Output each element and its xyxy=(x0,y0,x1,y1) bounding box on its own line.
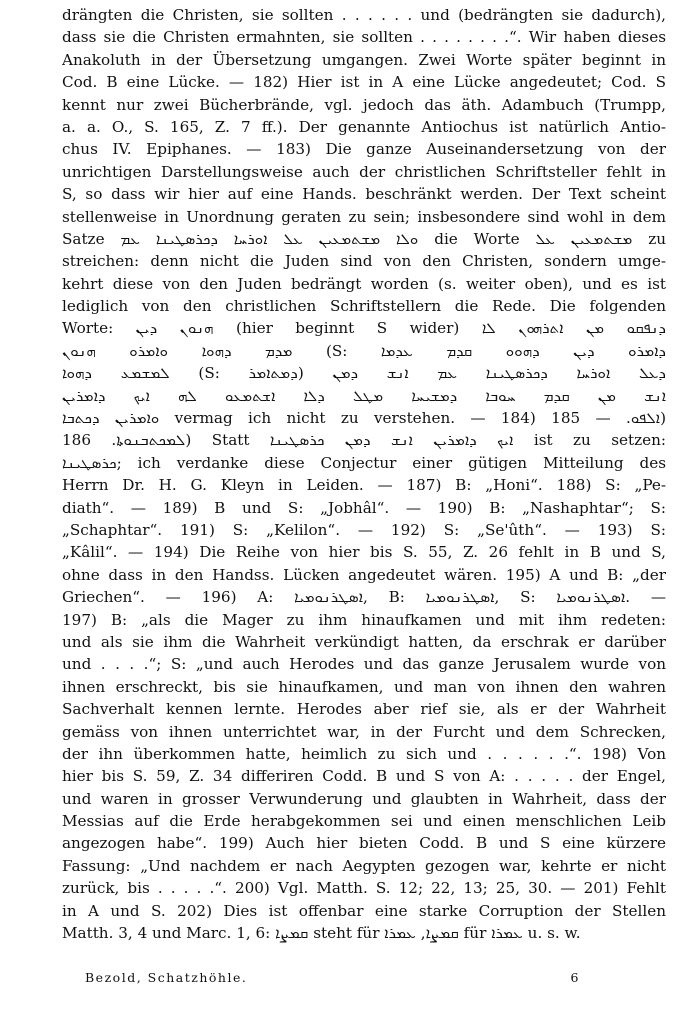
text-line: a. a. O., S. 165, Z. 7 ff.). Der genannte Antiochus ist natürlich Antio- xyxy=(62,117,666,136)
text-line: Messias auf die Erde herabgekommen sei und einen menschlichen Leib xyxy=(62,812,666,831)
text-line: ܠܡܫܡܥ ܕܗܘܐ (S: ܕܡܬܐܡܪ) ܕܥܠ ܐܘܪܚܐ ܕܟܪܣܛܝܢܐ ܥܡ ܐܢܫ ܕܡܢ xyxy=(62,364,666,383)
text-line: diath“. — 189) B und S: „Jobhâl“. — 190) B: „Nashaphtar“; S: xyxy=(62,498,666,517)
text-line: Worte: ܗܢܘܢ ܕܝܢ (hier beginnt S wider) ܕܢܦܩܘ ܡܢ ܐܬܪܗܘܢ ܠܐ xyxy=(62,319,666,338)
footnotes-text xyxy=(62,4,666,944)
text-line: stellenweise in Unordnung geraten zu sein; insbesondere sind wohl in dem xyxy=(62,207,666,226)
text-line: der ihn überkommen hatte, heimlich zu sich und . . . . . .“. 198) Von xyxy=(62,744,666,763)
text-line: gemäss von ihnen unterrichtet war, in der Furcht und dem Schrecken, xyxy=(62,722,666,741)
text-line: „Kâlil“. — 194) Die Reihe von hier bis S. 55, Z. 26 fehlt in B und S, xyxy=(62,543,666,562)
text-line: ܟܪܣܛܝܢܐ; ich verdanke diese Conjectur einer gütigen Mitteilung des xyxy=(62,453,666,472)
text-line: Fassung: „Und nachdem er nach Aegypten gezogen war, kehrte er nicht xyxy=(62,856,666,875)
text-line: Satze ܘܠܐ ܡܫܬܡܥܝܢ ܥܠ ܐܘܪܚܐ ܕܟܪܣܛܝܢܐ ܥܡ die Worte ܡܫܬܡܥܝܢ ܥܠ zu xyxy=(62,229,666,248)
text-line: Anakoluth in der Übersetzung umgangen. Zwei Worte später beginnt in xyxy=(62,50,666,69)
text-line: und . . . .“; S: „und auch Herodes und das ganze Jerusalem wurde von xyxy=(62,655,666,674)
text-line: drängten die Christen, sie sollten . . . . . . und (bedrängten sie dadurch), xyxy=(62,6,666,24)
text-line: Matth. 3, 4 und Marc. 1, 6: ܩܡܨܐ steht für ܩܡܨܐ, ܥܡܪܐ für ܥܡܪܐ u. s. w. xyxy=(62,924,581,943)
text-line: ohne dass in den Handss. Lücken angedeutet wären. 195) A und B: „der xyxy=(62,565,666,584)
text-line: angezogen habe“. 199) Auch hier bieten Codd. B und S eine kürzere xyxy=(62,834,666,853)
text-line: S, so dass wir hier auf eine Hands. beschränkt werden. Der Text scheint xyxy=(62,185,666,204)
text-line: Griechen“. — 196) A: ܐܣܛܪܢܘܡܝܐ, B: ܐܣܛܪܢܘܡܝܐ, S: ܐܣܛܪܢܘܡܝܐ. — xyxy=(62,588,666,607)
text-line: und waren in grosser Verwunderung und glaubten in Wahrheit, dass der xyxy=(62,789,666,808)
footer-signature: Bezold, Schatzhöhle. xyxy=(85,970,248,985)
text-line: zurück, bis . . . . .“. 200) Vgl. Matth. S. 12; 22, 13; 25, 30. — 201) Fehlt xyxy=(62,879,666,898)
text-line: 197) B: „als die Mager zu ihm hinaufkamen und mit ihm redeten: xyxy=(62,610,666,629)
text-line: ܐܢܫ ܡܢ ܩܕܡ ܚܘܒܐ ܕܡܫܝܚܐ ܡܛܠ ܕܠܐ ܐܫܬܡܥܘ ܠܗ ܐܝܟ ܕܐܡܪܝܢ xyxy=(62,386,666,405)
text-line: „Schaphtar“. 191) S: „Kelilon“. — 192) S: „Se'ûth“. — 193) S: xyxy=(62,520,666,539)
page-footer xyxy=(85,970,580,985)
text-line: ܡܕܡ ܕܗܘܐ ܘܐܡܪܘ ܗܢܘܢ (S: ܕܐܡܪܘ ܕܝܢ ܕܗܘܘ ܩܕܡ ܥܕܡܐ xyxy=(62,341,666,360)
text-line: dass sie die Christen ermahnten, sie sollten . . . . . . . .“. Wir haben dieses xyxy=(62,28,666,47)
text-line: hier bis S. 59, Z. 34 differiren Codd. B und S von A: . . . . . der Engel, xyxy=(62,767,666,786)
text-line: Sachverhalt kennen lernte. Herodes aber rief sie, als er der Wahrheit xyxy=(62,700,666,719)
text-line: lediglich von den christlichen Schriftstellern die Rede. Die folgenden xyxy=(62,297,666,316)
text-line: ܘܐܡܪܝܢ ܕܟܬܒܐ vermag ich nicht zu verstehen. — 184) ܐܠܦܘ. — 185) xyxy=(62,409,666,428)
text-line: chus IV. Epiphanes. — 183) Die ganze Auseinandersetzung von der xyxy=(62,140,666,159)
text-line: Herrn Dr. H. G. Kleyn in Leiden. — 187) B: „Honi“. 188) S: „Pe- xyxy=(62,476,666,495)
text-line: ihnen erschreckt, bis sie hinaufkamen, und man von ihnen den wahren xyxy=(62,677,666,696)
text-line: kennt nur zwei Bücherbrände, vgl. jedoch das äth. Adambuch (Trumpp, xyxy=(62,95,666,114)
page-number: 6 xyxy=(570,970,580,985)
text-line: unrichtigen Darstellungsweise auch der christlichen Schriftsteller fehlt in xyxy=(62,162,666,181)
text-line: kehrt diese von den Juden bedrängt worden (s. weiter oben), und es ist xyxy=(62,274,666,293)
text-line: Cod. B eine Lücke. — 182) Hier ist in A eine Lücke angedeutet; Cod. S xyxy=(62,73,666,92)
text-line: streichen: denn nicht die Juden sind von den Christen, sondern umge- xyxy=(62,252,666,271)
text-line: ܠܡܟܬܒܢܘܬܐ. 186) Statt ܐܝܟ ܕܐܡܪܝܢ ܐܢܫ ܕܡܢ ܟܪܣܛܝܢܐ ist zu setzen: xyxy=(62,431,666,450)
text-line: in A und S. 202) Dies ist offenbar eine starke Corruption der Stellen xyxy=(62,901,666,920)
text-line: und als sie ihm die Wahrheit verkündigt hatten, da erschrak er darüber xyxy=(62,632,666,651)
